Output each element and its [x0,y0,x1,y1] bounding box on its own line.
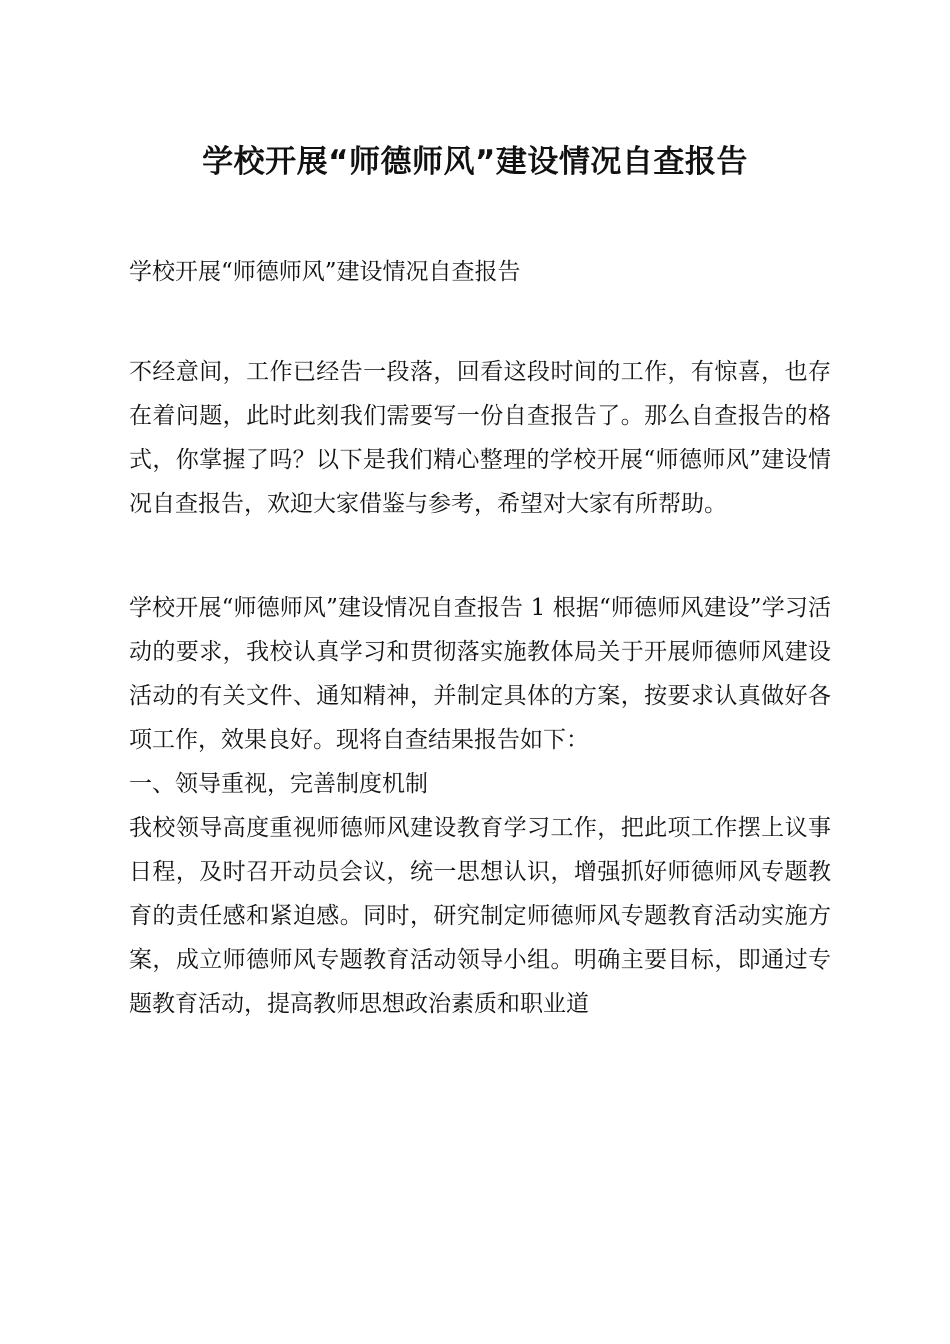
section-heading: 一、领导重视，完善制度机制 [129,771,428,797]
document-subtitle: 学校开展“师德师风”建设情况自查报告 [129,259,521,285]
report-paragraph: 学校开展“师德师风”建设情况自查报告 1 根据“师德师风建设”学习活动的要求，我校认真学习和贯彻落实施教体局关于开展师德师风建设活动的有关文件、通知精神，并制定具体的方案，按要求认真做好各项工作，效果良好。现将自查结果报告如下： [129,595,831,753]
intro-paragraph: 不经意间，工作已经告一段落，回看这段时间的工作，有惊喜，也存在着问题，此时此刻我们需要写一份自查报告了。那么自查报告的格式，你掌握了吗？以下是我们精心整理的学校开展“师德师风”建设情况自查报告，欢迎大家借鉴与参考，希望对大家有所帮助。 [129,359,831,517]
document-body [129,250,831,1026]
section-paragraph: 我校领导高度重视师德师风建设教育学习工作，把此项工作摆上议事日程，及时召开动员会议，统一思想认识，增强抓好师德师风专题教育的责任感和紧迫感。同时，研究制定师德师风专题教育活动实施方案，成立师德师风专题教育活动领导小组。明确主要目标，即通过专题教育活动，提高教师思想政治素质和职业道 [129,815,831,1017]
document-title: 学校开展“师德师风”建设情况自查报告 [202,144,748,180]
